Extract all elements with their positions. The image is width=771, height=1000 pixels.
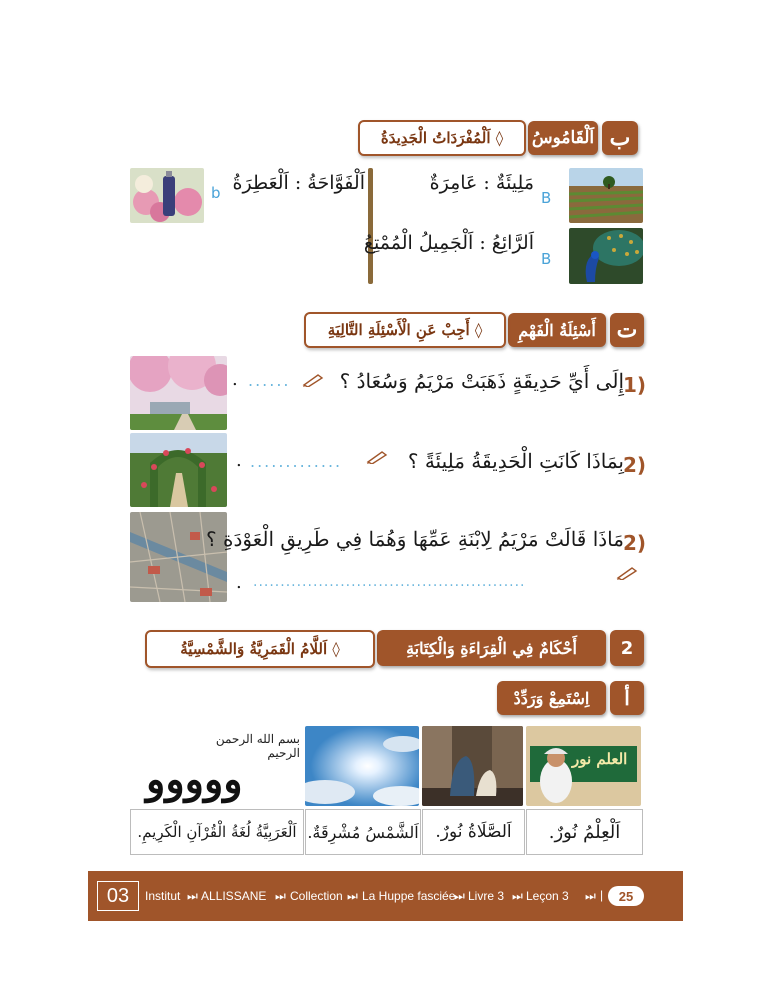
dictionary-divider (368, 168, 373, 284)
section-2-number: 2 (610, 630, 644, 666)
section-t-title: أَسْئِلَةُ الْفَهْمِ (508, 313, 606, 347)
play-forward-icon: ⏭ (275, 889, 286, 903)
answer-3-end: . (236, 572, 242, 593)
question-2-number: 2) (623, 453, 647, 477)
play-forward-icon: ⏭ (187, 889, 198, 903)
page-number: 25 (618, 888, 634, 904)
answer-2-end: . (236, 450, 242, 471)
entry-2-text: اَلرَّائِعُ : اَلْجَمِيلُ الْمُمْتِعُ (363, 232, 534, 254)
question-3-text: مَاذَا قَالَتْ مَرْيَمُ لِابْنَةِ عَمِّهَا وَهُمَا فِي طَرِيقِ الْعَوْدَةِ ؟ (206, 527, 624, 551)
peacock-image (569, 228, 643, 284)
phrase-text: اَلْعِلْمُ نُورٌ. (548, 821, 621, 843)
footer-series: La Huppe fasciée (362, 889, 456, 903)
pencil-icon (302, 373, 324, 387)
phrase-text: اَلشَّمْسُ مُشْرِقَةٌ. (307, 822, 419, 842)
entry-3-text: اَلْفَوَّاحَةُ : اَلْعَطِرَةُ (232, 172, 365, 194)
footer-school: ALLISSANE (201, 889, 267, 903)
al-ilm-nour-sign-image (526, 726, 641, 806)
phrase-text: اَلصَّلَاةُ نُورٌ. (435, 822, 512, 842)
page-number-badge (608, 886, 644, 906)
question-2-text: بِمَاذَا كَانَتِ الْحَدِيقَةُ مَلِيئَةً ؟ (407, 449, 624, 473)
field-image (569, 168, 643, 223)
play-forward-icon: ⏭ (512, 889, 523, 903)
entry-3-marker: b (211, 184, 221, 202)
aerial-city-map-image (130, 512, 227, 602)
section-b-letter: ب (602, 121, 638, 155)
calligraphy-image (140, 726, 300, 806)
question-1-text: إِلَى أَيِّ حَدِيقَةٍ ذَهَبَتْ مَرْيَمُ وَسُعَادُ ؟ (339, 369, 624, 393)
cherry-blossom-garden-image (130, 356, 227, 430)
section-2-sub-letter: أ (610, 681, 644, 715)
pencil-icon (616, 566, 638, 580)
phrase-cell (422, 809, 525, 855)
footer-lecon: Leçon 3 (526, 889, 569, 903)
section-b-subtitle: ◊ اَلْمُفْرَدَاتُ الْجَدِيدَةُ (358, 120, 526, 156)
play-forward-icon: ⏭ (454, 889, 465, 903)
section-t-subtitle: ◊ أَجِبْ عَنِ الْأَسْئِلَةِ التَّالِيَةِ (304, 312, 506, 348)
sign-text: العلم نور (572, 750, 628, 768)
phrase-text: اَلْعَرَبِيَّةُ لُغَةُ الْقُرْآنِ الْكَرِيمِ. (137, 823, 297, 841)
section-2-title: أَحْكَامٌ فِي الْقِرَاءَةِ وَالْكِتَابَةِ (377, 630, 606, 666)
rose-arch-garden-image (130, 433, 227, 507)
section-2-subtitle: ◊ اَللَّامُ الْقَمَرِيَّةُ وَالشَّمْسِيَّةُ (145, 630, 375, 668)
phrase-cell (526, 809, 643, 855)
entry-2-marker: B (541, 250, 552, 268)
pencil-icon (366, 450, 388, 464)
prayer-image (422, 726, 523, 806)
roses-perfume-image (130, 168, 204, 223)
section-b-title: اَلْقَامُوسُ (528, 121, 598, 155)
footer-code-box (97, 881, 139, 911)
play-forward-icon: ⏭ (347, 889, 358, 903)
section-t-letter: ت (610, 313, 644, 347)
footer-collection: Collection (290, 889, 343, 903)
play-forward-icon: ⏭ (585, 889, 596, 903)
question-3-number: 2) (623, 531, 647, 555)
answer-1-dots[interactable]: ...... (248, 371, 291, 390)
basmala-calligraphy: بسم الله الرحمن الرحيم (215, 732, 300, 760)
answer-2-dots[interactable]: ............. (250, 452, 343, 471)
entry-1-marker: B (541, 189, 552, 207)
sun-sky-image (305, 726, 419, 806)
question-1-number: 1) (623, 373, 647, 397)
section-2-sub-title: اِسْتَمِعْ وَرَدِّدْ (497, 681, 606, 715)
phrase-cell (305, 809, 421, 855)
waw-calligraphy: ووووو (146, 756, 243, 803)
footer-institut: Institut (145, 889, 181, 903)
footer-separator: | (600, 888, 604, 902)
answer-1-end: . (232, 369, 238, 390)
footer-livre: Livre 3 (468, 889, 505, 903)
answer-3-dots[interactable]: .................................................. (253, 574, 526, 590)
phrase-cell (130, 809, 304, 855)
entry-1-text: مَلِيئَةٌ : عَامِرَةٌ (429, 172, 534, 194)
footer-code: 03 (106, 884, 130, 907)
